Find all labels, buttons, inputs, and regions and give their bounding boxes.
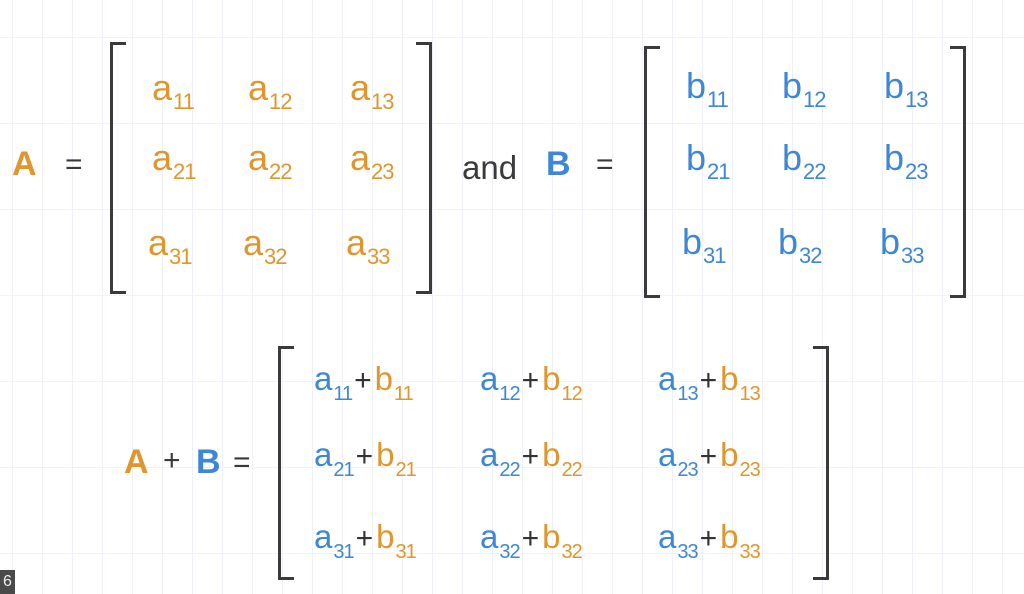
matrix-A-entry-23: $a_{23}$ [350,137,394,184]
sum-equals-sign: = [233,446,251,479]
label-A: A [12,145,37,183]
matrix-sum-entry-23: $a_{23}+b_{23}$ [658,436,760,481]
matrix-A-right-bracket [416,42,432,294]
matrix-B-entry-31: $b_{31}$ [682,221,726,268]
matrix-A-entry-22: $a_{22}$ [248,137,292,184]
matrix-B-entry-21: $b_{21}$ [686,137,730,184]
label-B: B [546,145,571,183]
matrix-sum-left-bracket [278,346,294,580]
sum-label-A: A [124,443,149,481]
matrix-B-entry-32: $b_{32}$ [778,221,822,268]
matrix-sum-entry-11: $a_{11}+b_{11}$ [314,360,413,405]
matrix-A-entry-33: $a_{33}$ [346,222,390,269]
matrix-B-entry-22: $b_{22}$ [782,137,826,184]
sum-label-B: B [196,443,221,481]
connector-word-and: and [462,149,518,186]
matrix-B-right-bracket [950,46,966,298]
matrix-B-entry-23: $b_{23}$ [884,137,928,184]
matrix-sum-entry-32: $a_{32}+b_{32}$ [480,518,582,563]
matrix-A-entry-32: $a_{32}$ [243,222,287,269]
sum-plus-sign: + [163,444,181,477]
matrix-sum-entry-12: $a_{12}+b_{12}$ [480,360,582,405]
matrix-B-left-bracket [644,46,660,298]
matrix-A-entry-31: $a_{31}$ [148,222,192,269]
matrix-B-entry-11: $b_{11}$ [686,65,728,112]
matrix-A-entry-12: $a_{12}$ [248,67,292,114]
matrix-B-entry-12: $b_{12}$ [782,65,826,112]
matrix-sum-entry-33: $a_{33}+b_{33}$ [658,518,760,563]
matrix-sum-entry-21: $a_{21}+b_{21}$ [314,436,416,481]
matrix-sum-entry-31: $a_{31}+b_{31}$ [314,518,416,563]
matrix-B-entry-33: $b_{33}$ [880,221,924,268]
equals-sign-A: = [65,148,83,181]
corner-badge: 6 [0,570,15,594]
matrix-sum-entry-13: $a_{13}+b_{13}$ [658,360,760,405]
matrix-B-entry-13: $b_{13}$ [884,65,928,112]
matrix-sum-entry-22: $a_{22}+b_{22}$ [480,436,582,481]
matrix-A-left-bracket [110,42,126,294]
matrix-A-entry-11: $a_{11}$ [152,67,194,114]
matrix-sum-right-bracket [813,346,829,580]
matrix-A-entry-13: $a_{13}$ [350,67,394,114]
matrix-A-entry-21: $a_{21}$ [152,137,196,184]
equals-sign-B: = [596,148,614,181]
